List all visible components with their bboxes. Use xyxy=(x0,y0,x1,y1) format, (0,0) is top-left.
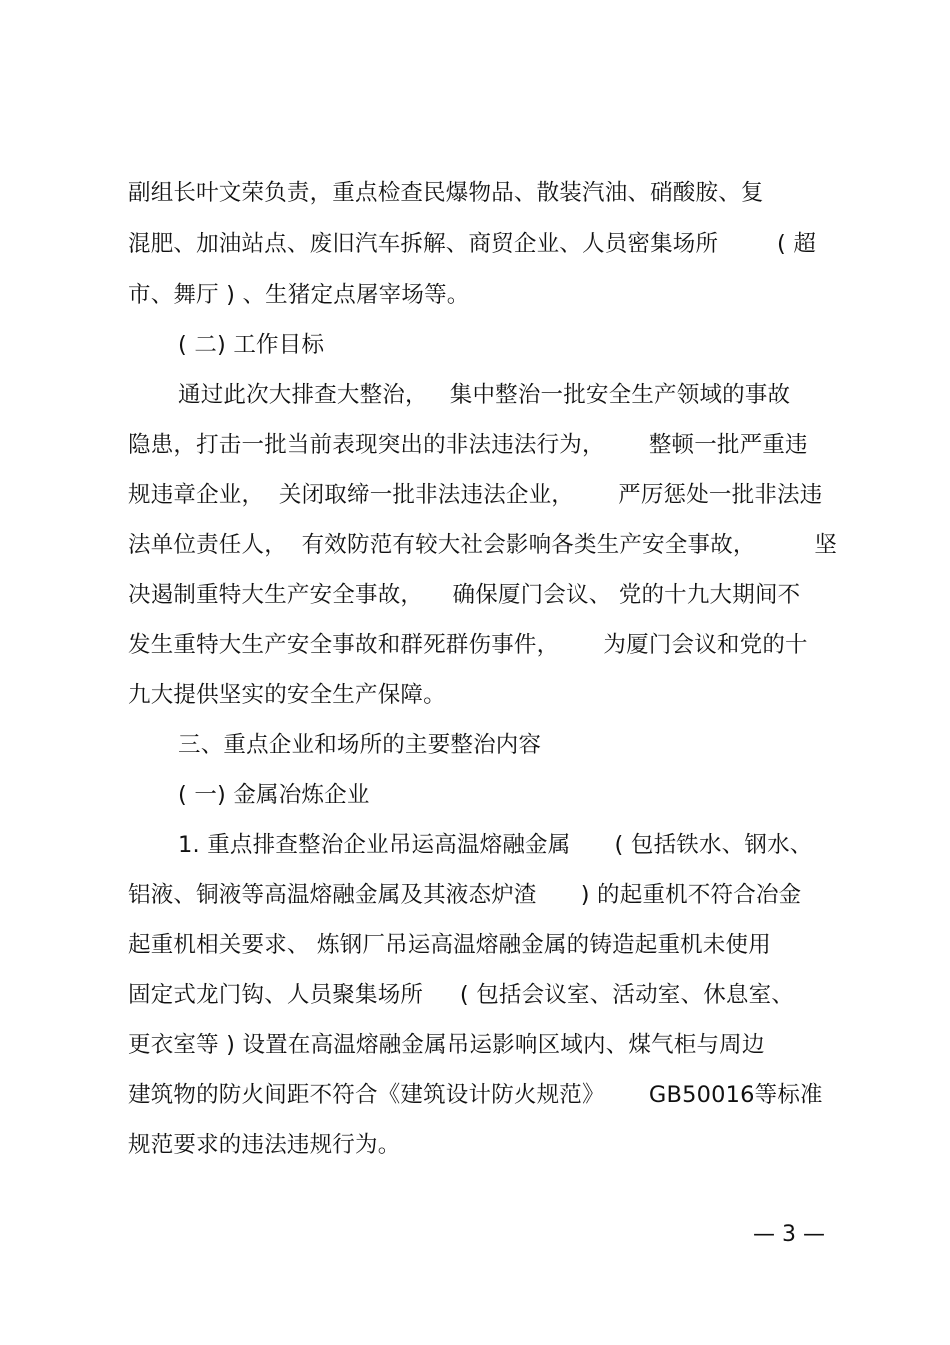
body-text-line-8: 法单位责任人， 有效防范有较大社会影响各类生产安全事故， 坚 xyxy=(128,532,838,558)
body-text-line-10: 发生重特大生产安全事故和群死群伤事件， 为厦门会议和党的十 xyxy=(128,632,808,658)
section-heading-work-goals: ( 二) 工作目标 xyxy=(178,332,325,358)
body-text-line-7: 规违章企业， 关闭取缔一批非法违法企业， 严厉惩处一批非法违 xyxy=(128,482,823,508)
body-text-line-5: 通过此次大排查大整治， 集中整治一批安全生产领域的事故 xyxy=(178,382,791,408)
body-text-line-3: 市、舞厅 ) 、生猪定点屠宰场等。 xyxy=(128,282,470,308)
body-text-line-19: 建筑物的防火间距不符合《建筑设计防火规范》 GB50016等标准 xyxy=(128,1082,823,1108)
section-heading-metal-smelting: ( 一) 金属冶炼企业 xyxy=(178,782,370,808)
body-text-line-15: 铝液、铜液等高温熔融金属及其液态炉渣 ) 的起重机不符合冶金 xyxy=(128,882,802,908)
body-text-line-9: 决遏制重特大生产安全事故， 确保厦门会议、 党的十九大期间不 xyxy=(128,582,801,608)
page-number: — 3 — xyxy=(753,1222,825,1247)
body-text-line-17: 固定式龙门钩、人员聚集场所 ( 包括会议室、活动室、休息室、 xyxy=(128,982,794,1008)
body-text-line-16: 起重机相关要求、 炼钢厂吊运高温熔融金属的铸造起重机未使用 xyxy=(128,932,771,958)
section-heading-main-content: 三、重点企业和场所的主要整治内容 xyxy=(178,732,542,758)
body-text-line-2: 混肥、加油站点、废旧汽车拆解、商贸企业、人员密集场所 ( 超 xyxy=(128,231,817,257)
body-text-line-18: 更衣室等 ) 设置在高温熔融金属吊运影响区域内、煤气柜与周边 xyxy=(128,1032,765,1058)
body-text-line-20: 规范要求的违法违规行为。 xyxy=(128,1132,401,1158)
body-text-line-11: 九大提供坚实的安全生产保障。 xyxy=(128,682,446,708)
body-text-line-14: 1. 重点排查整治企业吊运高温熔融金属 ( 包括铁水、钢水、 xyxy=(178,832,813,858)
body-text-line-6: 隐患，打击一批当前表现突出的非法违法行为， 整顿一批严重违 xyxy=(128,432,808,458)
body-text-line-1: 副组长叶文荣负责，重点检查民爆物品、散装汽油、硝酸胺、复 xyxy=(128,180,764,206)
